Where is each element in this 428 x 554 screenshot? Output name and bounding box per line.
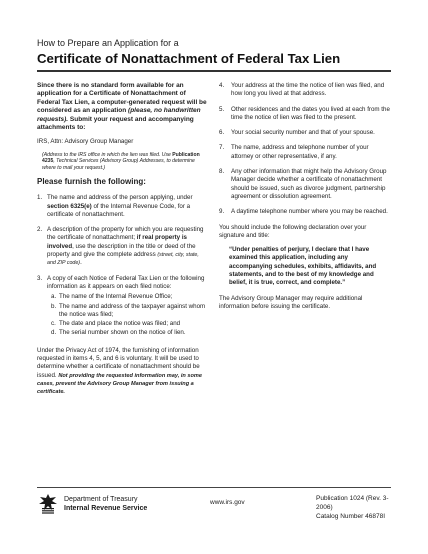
page-title: Certificate of Nonattachment of Federal Tax Lien [37, 51, 341, 66]
item-text: The name and address of the person applying, under section 6325(e) of the Internal Revenue Code, for a certificate of nonattachment. [47, 194, 193, 218]
footer-divider [37, 487, 391, 488]
item-text: A description of the property for which you are requesting the certificate of nonattachment; if real property is involved, use the description in the title or deed of the property and give the complete address (street, city, state, and ZIP code). [47, 226, 204, 267]
list-item-8: 8. Any other information that might help the Advisory Group Manager decide whether a certificate of nonattachment should be issued, such as divorce judgment, partnership agreement or dissolution agreement. [219, 168, 387, 200]
list-item-4: 4. Your address at the time the notice of lien was filed, and how long you lived at that address. [219, 82, 385, 98]
list-item-9: 9. A daytime telephone number where you may be reached. [219, 208, 388, 216]
address-note-text-end: , Technical Services (Advisory Group) Addresses, to determine where to mail your request.) [42, 158, 195, 171]
list-item-5: 5. Other residences and the dates you lived at each from the time the notice of lien was filed to the present. [219, 105, 390, 121]
additional-info-note: The Advisory Group Manager may require additional information before issuing the certificate. [219, 294, 363, 310]
address-note [42, 152, 209, 171]
sub-list-item: b. The name and address of the taxpayer against whom the notice was filed; [51, 302, 206, 318]
sub-list [51, 293, 209, 337]
left-column [37, 82, 209, 396]
section-heading: Please furnish the following: [37, 176, 146, 186]
publication-info [316, 494, 392, 521]
intro-paragraph [37, 82, 209, 132]
department-block [64, 495, 147, 513]
item-number: 3. [37, 274, 43, 282]
intro-text-end: Submit your request and accompanying attachments to: [37, 115, 194, 132]
privacy-text: Under the Privacy Act of 1974, the furnishing of information requested in items 4, 5, and 6 is voluntary. It will be used to determine whether a certificate of nonattachment should be issued. [37, 346, 200, 379]
agency-name: Internal Revenue Service [64, 505, 148, 512]
item-number: 1. [37, 194, 43, 202]
pre-title: How to Prepare an Application for a [37, 38, 179, 48]
address-note-text: (Address to the IRS office in which the lien was filed. Use [42, 151, 173, 158]
irs-eagle-logo-icon [37, 492, 59, 514]
item-text: A copy of each Notice of Federal Tax Lien or the following information as it appears on each filed notice: a. The name of the Internal Revenue Office; b. The name and address of the taxpayer against whom the notice was filed; c. The date and place the notice was filed; and d. The serial number shown on the notice of lien. [47, 275, 209, 339]
list-item-2 [37, 226, 209, 267]
sub-list-item: a. The name of the Internal Revenue Office; [51, 293, 173, 301]
intro-text: Since there is no standard form available for an application for a Certificate of Nonattachment of Federal Tax Lien, a computer-generated request will be considered as an application [37, 82, 207, 115]
list-item-1 [37, 194, 209, 219]
catalog-number: Catalog Number 46878I [316, 513, 386, 520]
privacy-act-notice [37, 347, 209, 397]
sub-list-item: d. The serial number shown on the notice of lien. [51, 329, 186, 337]
list-item-6: 6. Your social security number and that of your spouse. [219, 129, 375, 137]
department-name: Department of Treasury [64, 496, 138, 503]
website-link[interactable]: www.irs.gov [210, 499, 245, 506]
sub-list-item: c. The date and place the notice was filed; and [51, 320, 181, 328]
privacy-warning: Not providing the requested information may, in some cases, prevent the Advisory Group Manager from issuing a certificate. [37, 372, 203, 396]
right-column [219, 82, 391, 311]
publication-reference: Publication 4235 [42, 151, 200, 165]
item-number: 2. [37, 226, 43, 234]
irs-address-line: IRS, Attn: Advisory Group Manager [37, 138, 134, 146]
perjury-declaration: “Under penalties of perjury, I declare that I have examined this application, including any accompanying schedules, exhibits, affidavits, and statements, and to the best of my knowledge and belief, it is true, correct, and complete.” [229, 246, 377, 287]
list-item-7: 7. The name, address and telephone number of your attorney or other representative, if any. [219, 144, 369, 160]
title-divider [37, 70, 391, 72]
list-item-3 [37, 275, 209, 339]
publication-number: Publication 1024 (Rev. 3-2006) [316, 495, 389, 511]
declaration-intro: You should include the following declaration over your signature and title: [219, 223, 367, 239]
intro-italic-note: (please, no handwritten requests). [37, 107, 201, 123]
